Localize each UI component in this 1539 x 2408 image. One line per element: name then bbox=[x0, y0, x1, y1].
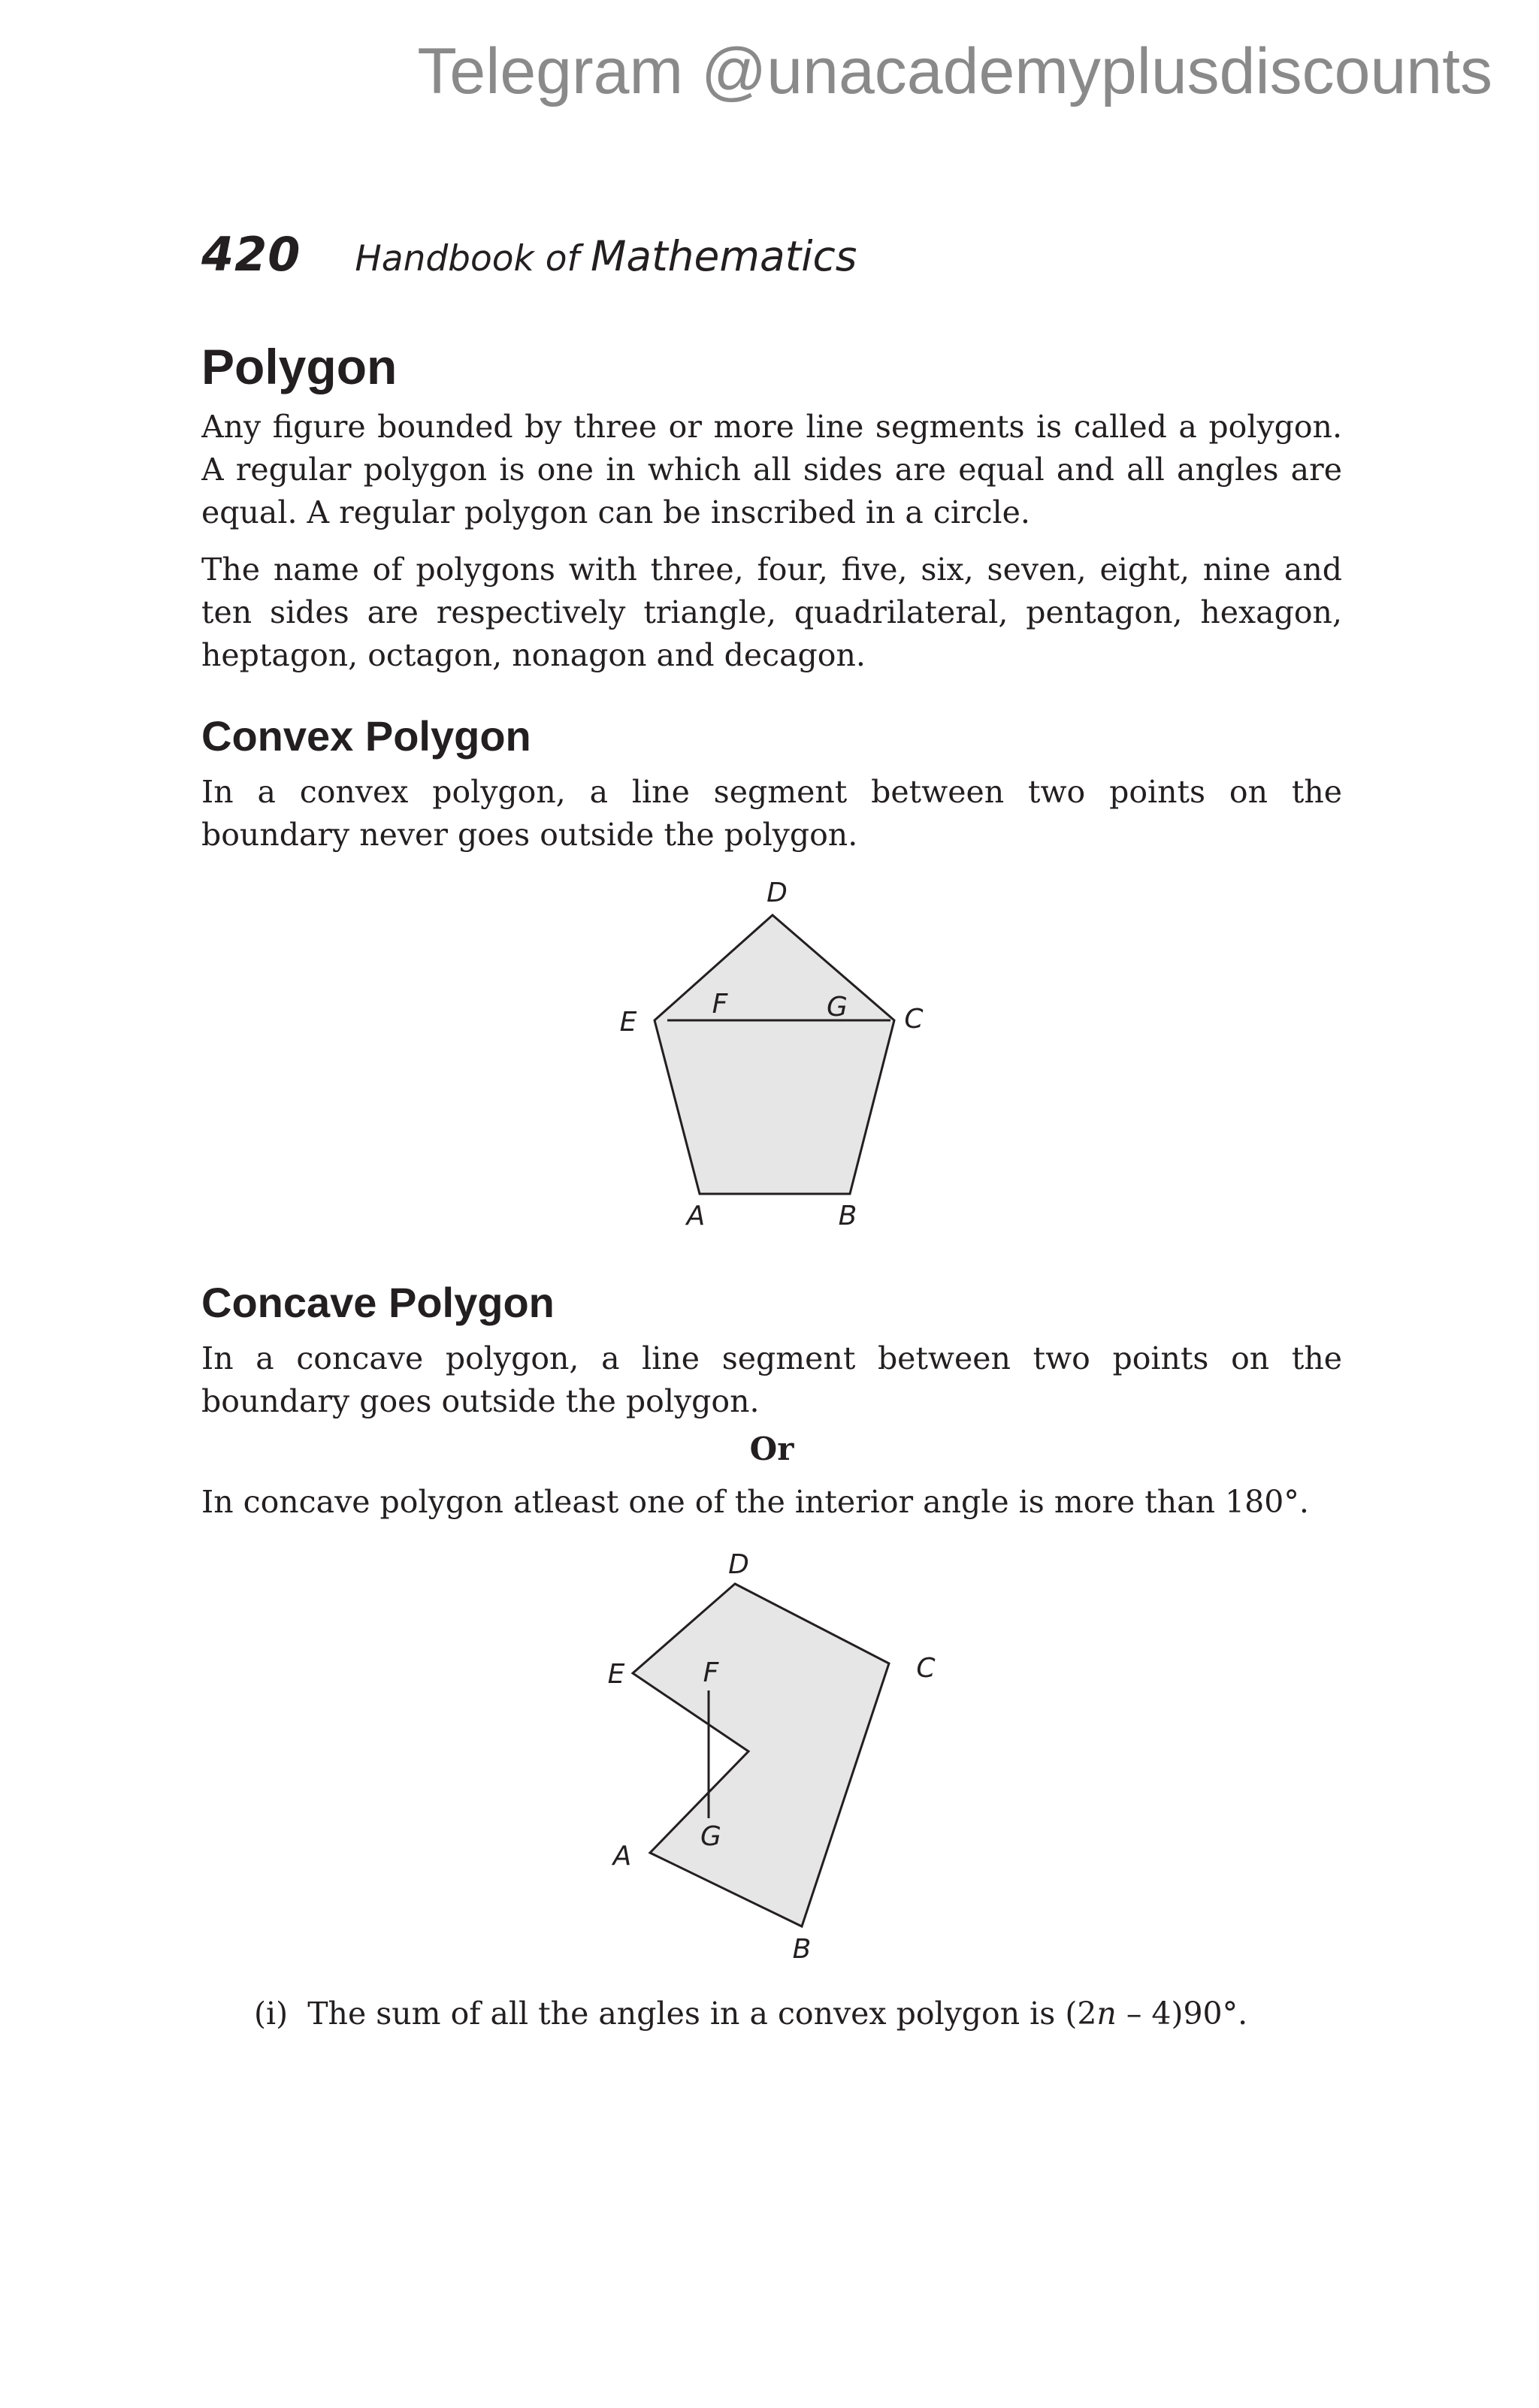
label-g: G bbox=[827, 992, 848, 1023]
note-variable-n: n bbox=[1096, 1996, 1117, 2032]
heading-concave-polygon: Concave Polygon bbox=[201, 1279, 555, 1326]
note-text-before: The sum of all the angles in a convex polygon is (2 bbox=[307, 1996, 1097, 2032]
label-f: F bbox=[712, 989, 728, 1020]
text-line: boundary never goes outside the polygon. bbox=[201, 817, 858, 853]
concave-definition bbox=[201, 1337, 1342, 1423]
text-line: ten sides are respectively triangle, quadrilateral, pentagon, hexagon, bbox=[201, 594, 1342, 630]
label-g: G bbox=[700, 1821, 721, 1852]
label-a: A bbox=[612, 1841, 632, 1872]
text-line: In a concave polygon, a line segment between two points on the bbox=[201, 1340, 1342, 1376]
polygon-names bbox=[201, 548, 1342, 677]
label-a: A bbox=[686, 1201, 706, 1231]
heading-convex-polygon: Convex Polygon bbox=[201, 712, 531, 760]
book-title-main: Mathematics bbox=[590, 232, 857, 280]
label-c: C bbox=[916, 1653, 936, 1684]
running-head bbox=[201, 227, 857, 282]
label-c: C bbox=[904, 1004, 924, 1035]
label-b: B bbox=[792, 1934, 812, 1965]
text-line: In a convex polygon, a line segment between two points on the bbox=[201, 774, 1342, 810]
watermark: Telegram @unacademyplusdiscounts bbox=[417, 35, 1492, 107]
note-marker: (i) bbox=[254, 1996, 289, 2032]
polygon-definition bbox=[201, 406, 1342, 534]
convex-definition bbox=[201, 771, 1342, 857]
text-line: A regular polygon is one in which all sides are equal and all angles are bbox=[201, 452, 1342, 488]
convex-pentagon-figure bbox=[586, 864, 947, 1240]
label-f: F bbox=[703, 1657, 719, 1688]
book-title-prefix: Handbook of bbox=[355, 238, 579, 279]
heading-polygon: Polygon bbox=[201, 339, 398, 394]
text-line: The name of polygons with three, four, five, six, seven, eight, nine and bbox=[201, 551, 1342, 588]
note-i bbox=[254, 1993, 1247, 2035]
text-line: Any figure bounded by three or more line segments is called a polygon. bbox=[201, 409, 1342, 445]
label-e: E bbox=[607, 1659, 625, 1690]
or-separator: Or bbox=[749, 1431, 794, 1467]
text-line: equal. A regular polygon can be inscribed in a circle. bbox=[201, 494, 1030, 530]
book-title bbox=[355, 232, 857, 280]
label-d: D bbox=[766, 878, 788, 908]
concave-alt-definition: In concave polygon atleast one of the interior angle is more than 180°. bbox=[201, 1484, 1309, 1520]
note-text-after: – 4)90°. bbox=[1116, 1996, 1248, 2032]
label-e: E bbox=[619, 1007, 637, 1038]
convex-pentagon-shape bbox=[655, 915, 894, 1194]
label-b: B bbox=[838, 1201, 857, 1231]
text-line: boundary goes outside the polygon. bbox=[201, 1383, 760, 1419]
page-number: 420 bbox=[201, 227, 301, 282]
concave-polygon-figure bbox=[586, 1540, 947, 1968]
text-line: heptagon, octagon, nonagon and decagon. bbox=[201, 637, 866, 673]
label-d: D bbox=[728, 1549, 749, 1580]
concave-polygon-shape bbox=[633, 1584, 889, 1926]
